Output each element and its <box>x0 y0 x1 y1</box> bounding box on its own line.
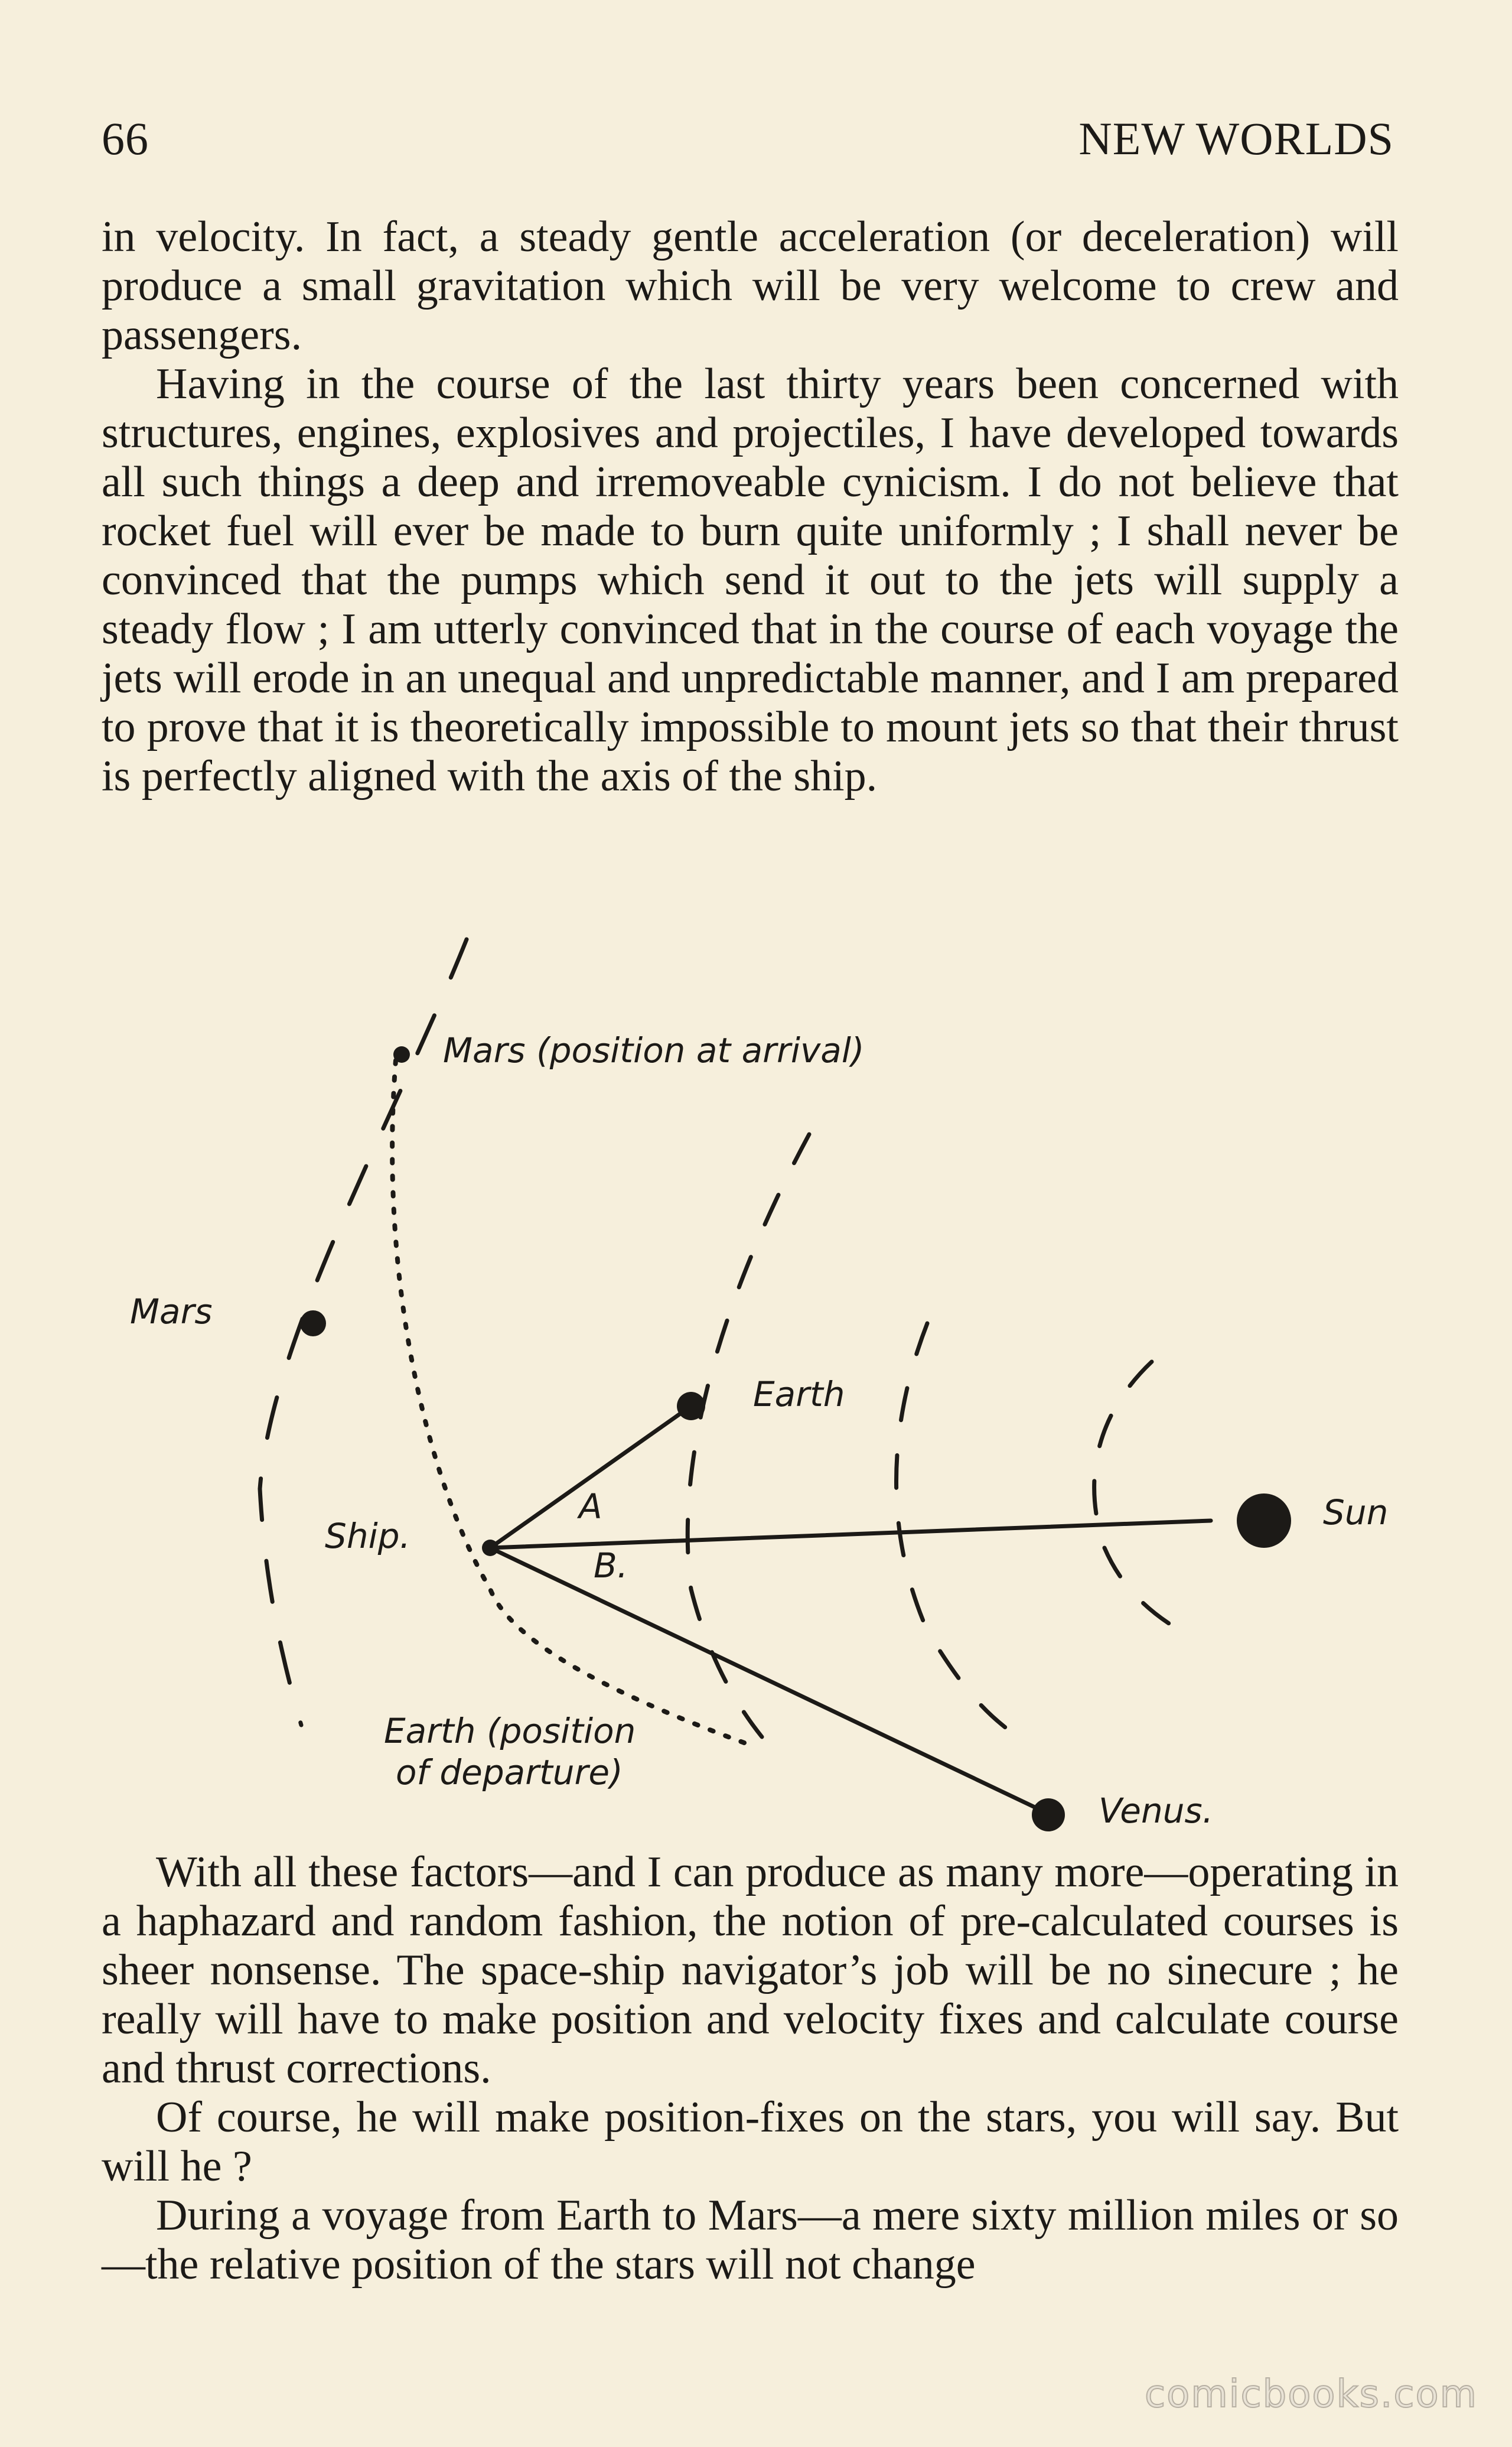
mars-arrival-dot <box>393 1046 410 1063</box>
label-earth: Earth <box>753 1374 845 1414</box>
page-header <box>102 112 1394 165</box>
running-title: NEW WORLDS <box>1078 113 1394 164</box>
body-text-top <box>102 213 1399 801</box>
label-earth-departure-line2: of departure) <box>396 1752 623 1792</box>
inner-orbit <box>1094 1362 1175 1628</box>
label-mars-arrival: Mars (position at arrival) <box>443 1030 865 1070</box>
mars-orbit <box>260 939 467 1725</box>
paragraph: During a voyage from Earth to Mars—a mere sixty million miles or so—the relative position of the stars will not change <box>102 2191 1399 2289</box>
watermark: comicbooks.com <box>1144 2373 1478 2416</box>
paragraph: Having in the course of the last thirty years been concerned with structures, engines, explosives and projectiles, I have developed towards all such things a deep and irremoveable cynicism. I do not believe that rocket fuel will ever be made to burn quite uniformly ; I shall never be convinced that the pumps which send it out to the jets will supply a steady flow ; I am utterly convinced that in the course of each voyage the jets will erode in an unequal and unpredictable manner, and I am prepared to prove that it is theoretically impossible to mount jets so that their thrust is perfectly aligned with the axis of the ship. <box>102 360 1399 801</box>
paragraph: Of course, he will make position-fixes on the stars, you will say. But will he ? <box>102 2093 1399 2191</box>
label-angle-a: A <box>579 1486 602 1527</box>
label-ship: Ship. <box>325 1516 410 1556</box>
orbit-diagram <box>89 922 1447 1843</box>
label-mars: Mars <box>130 1291 213 1332</box>
page-number: 66 <box>102 113 149 164</box>
paragraph: in velocity. In fact, a steady gentle acceleration (or deceleration) will produce a small gravitation which will be very welcome to crew and passengers. <box>102 213 1399 359</box>
venus-dot <box>1032 1798 1065 1831</box>
earth-dot <box>677 1392 705 1420</box>
earth-orbit <box>687 1134 809 1737</box>
mars-dot <box>300 1310 326 1336</box>
body-text-bottom <box>102 1848 1399 2289</box>
sun-dot <box>1237 1493 1291 1548</box>
label-venus: Venus. <box>1099 1791 1214 1831</box>
paragraph: With all these factors—and I can produce as many more—operating in a haphazard and random fashion, the notion of pre-calculated courses is sheer nonsense. The space-ship navigator’s job will be no sinecure ; he really will have to make position and velocity fixes and calculate course and thrust corrections. <box>102 1848 1399 2093</box>
ship-earth-line <box>490 1406 691 1548</box>
label-angle-b: B. <box>594 1545 628 1586</box>
label-earth-departure-line1: Earth (position <box>384 1711 636 1751</box>
label-sun: Sun <box>1323 1492 1389 1532</box>
ship-dot <box>482 1540 498 1556</box>
